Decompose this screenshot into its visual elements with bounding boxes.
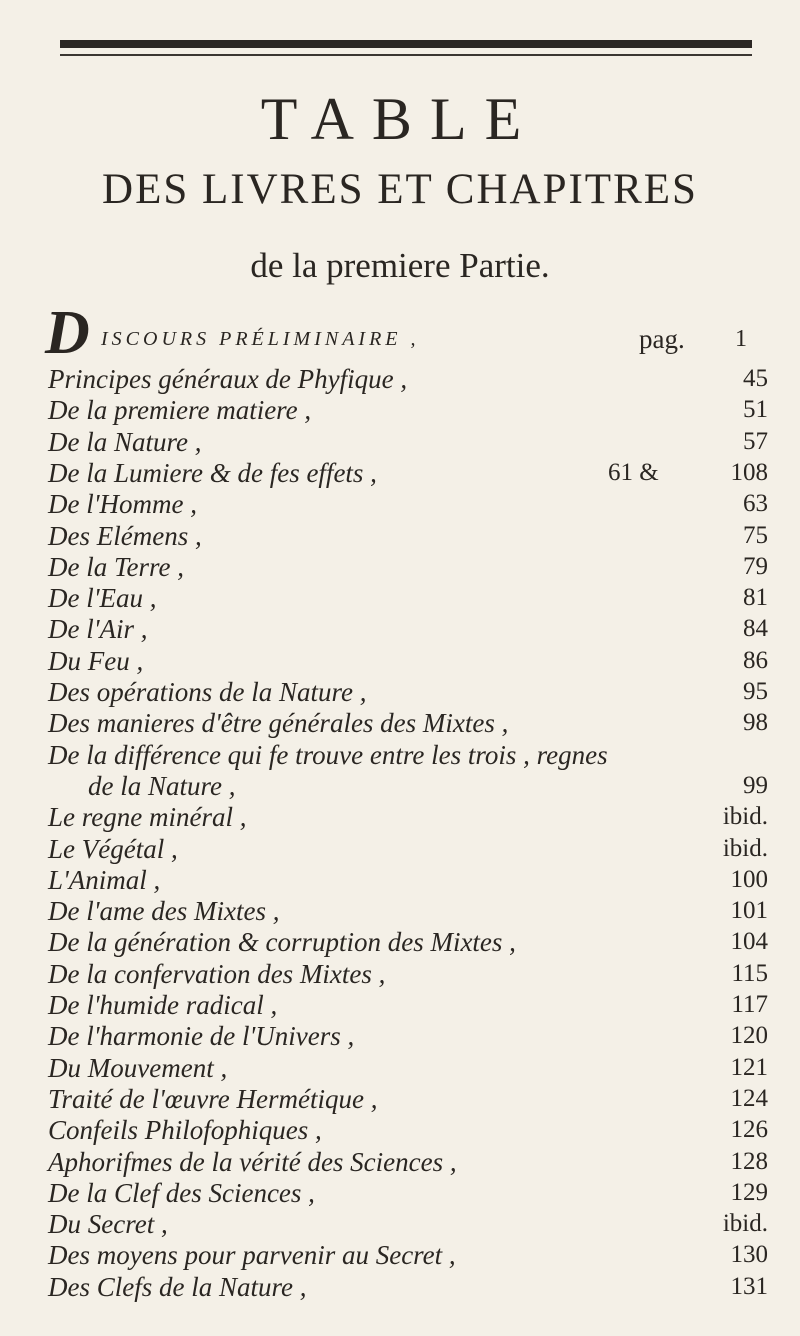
toc-entry-title: Traité de l'œuvre Hermétique ,: [48, 1083, 378, 1114]
toc-entry: [48, 456, 768, 490]
toc-entry-page: 100: [730, 865, 768, 893]
toc-entry-title: De l'ame des Mixtes ,: [48, 896, 280, 927]
toc-entry-page: 86: [743, 646, 768, 674]
toc-entry-page: 75: [743, 521, 768, 549]
toc-entry: [48, 644, 768, 678]
toc-entry: [48, 894, 768, 928]
toc-entry: [48, 393, 768, 427]
toc-entry-title: Confeils Philofophiques ,: [48, 1115, 322, 1146]
toc-entry: [48, 1082, 768, 1116]
toc-entry: [48, 1270, 768, 1304]
toc-entry: [48, 487, 768, 521]
toc-entry-page: 128: [730, 1147, 768, 1175]
toc-entry-page: 104: [730, 928, 768, 956]
toc-entry-title: De l'harmonie de l'Univers ,: [48, 1021, 355, 1052]
toc-entry-page: ibid.: [722, 834, 768, 862]
toc-entry-title: De la Clef des Sciences ,: [48, 1177, 315, 1208]
toc-entry-title: De l'Eau ,: [48, 583, 157, 614]
page-title: TABLE: [260, 86, 540, 152]
toc-entry-page: 126: [730, 1116, 768, 1144]
top-thin-rule: [60, 54, 752, 56]
toc-entry-title: De l'Air ,: [48, 614, 148, 645]
toc-entry-page: 115: [731, 959, 768, 987]
toc-entry: [48, 675, 768, 709]
toc-entry-title: De la Lumiere & de fes effets ,: [48, 457, 377, 488]
toc-entry-page: 51: [743, 396, 768, 424]
toc-entry-title: Des Clefs de la Nature ,: [48, 1271, 307, 1302]
toc-entry-page: 95: [743, 678, 768, 705]
toc-entry: [48, 925, 768, 959]
toc-entry-page: 120: [730, 1022, 768, 1050]
toc-entry-page: 129: [730, 1178, 768, 1206]
toc-entry-page: 124: [730, 1084, 768, 1112]
toc-entry: [48, 832, 768, 866]
toc-entry-page: 79: [743, 552, 768, 580]
toc-entry-page: 108: [730, 458, 768, 486]
toc-entry: [48, 957, 768, 991]
toc-entry-title: Des manieres d'être générales des Mixtes ,: [48, 708, 509, 739]
toc-entry-page: 117: [731, 991, 768, 1018]
toc-entry: [48, 800, 768, 834]
toc-entry: [48, 1238, 768, 1272]
toc-entry-page: 98: [743, 709, 768, 737]
toc-entry: [48, 769, 768, 803]
toc-entry-title: de la Nature ,: [88, 770, 236, 801]
toc-entry-page: 99: [743, 771, 768, 799]
toc-entry-title: Du Feu ,: [48, 645, 144, 676]
toc-entry-page: 101: [730, 897, 768, 925]
toc-entry-title: De la confervation des Mixtes ,: [48, 958, 386, 989]
toc-entry-title: Du Mouvement ,: [48, 1052, 228, 1083]
toc-entry-title: Le regne minéral ,: [48, 802, 247, 833]
toc-entry: [48, 1113, 768, 1147]
toc-entry-title: De la Terre ,: [48, 551, 185, 582]
toc-entry-title: Des opérations de la Nature ,: [48, 677, 367, 707]
toc-entry: [48, 706, 768, 740]
toc-entry-extra-page: 61 &: [608, 458, 659, 486]
toc-entry-title: L'Animal ,: [48, 864, 161, 895]
toc-entry: [48, 863, 768, 897]
toc-entry-title: De la génération & corruption des Mixtes ,: [48, 927, 516, 958]
drop-cap-initial: D: [45, 299, 90, 367]
toc-entry-title: Des moyens pour parvenir au Secret ,: [48, 1240, 456, 1271]
toc-entry-page: 121: [730, 1053, 768, 1081]
toc-entry-title: De l'Homme ,: [48, 489, 197, 520]
page-subtitle: DES LIVRES ET CHAPITRES: [102, 166, 698, 213]
toc-entry: [48, 581, 768, 615]
toc-entry-title: De la différence qui fe trouve entre les trois , regnes: [48, 739, 608, 770]
toc-entry: [48, 1051, 768, 1085]
toc-entry-title: Du Secret ,: [48, 1209, 168, 1240]
first-entry: [45, 299, 765, 367]
toc-entry: [48, 1176, 768, 1210]
toc-entry: [48, 988, 768, 1022]
top-ornamental-rule: [60, 40, 752, 48]
toc-entry-page: 84: [743, 615, 768, 643]
toc-entry: [48, 425, 768, 459]
toc-entry-page: 63: [743, 490, 768, 518]
toc-entry-page: ibid.: [722, 1210, 768, 1238]
toc-entry-title: Des Elémens ,: [48, 520, 202, 551]
toc-entry-title: Le Végétal ,: [48, 833, 178, 864]
toc-entry-page: 45: [743, 365, 768, 392]
toc-entry-page: 81: [743, 584, 768, 612]
part-heading: de la premiere Partie.: [250, 246, 550, 285]
toc-entry-page: 57: [743, 427, 768, 455]
toc-entry-page: 130: [730, 1241, 768, 1269]
toc-entry-page: 131: [730, 1272, 768, 1300]
toc-entry: [48, 1207, 768, 1241]
first-entry-page: 1: [735, 326, 747, 352]
toc-entry-title: De la Nature ,: [48, 426, 202, 457]
toc-entry: [48, 550, 768, 584]
toc-entry-title: Principes généraux de Phyfique ,: [48, 364, 408, 394]
first-entry-text: ISCOURS PRÉLIMINAIRE ,: [101, 328, 420, 350]
toc-entry: [48, 738, 768, 772]
toc-entry-title: De l'humide radical ,: [48, 990, 278, 1020]
toc-entry-title: Aphorifmes de la vérité des Sciences ,: [48, 1146, 457, 1177]
page-label: pag.: [639, 324, 685, 354]
toc-entry-title: De la premiere matiere ,: [48, 395, 312, 426]
toc-entry: [48, 519, 768, 553]
toc-entry-page: ibid.: [722, 803, 768, 831]
toc-entry: [48, 1145, 768, 1179]
toc-entry: [48, 1019, 768, 1053]
toc-entry: [48, 612, 768, 646]
toc-entry: [48, 362, 768, 396]
